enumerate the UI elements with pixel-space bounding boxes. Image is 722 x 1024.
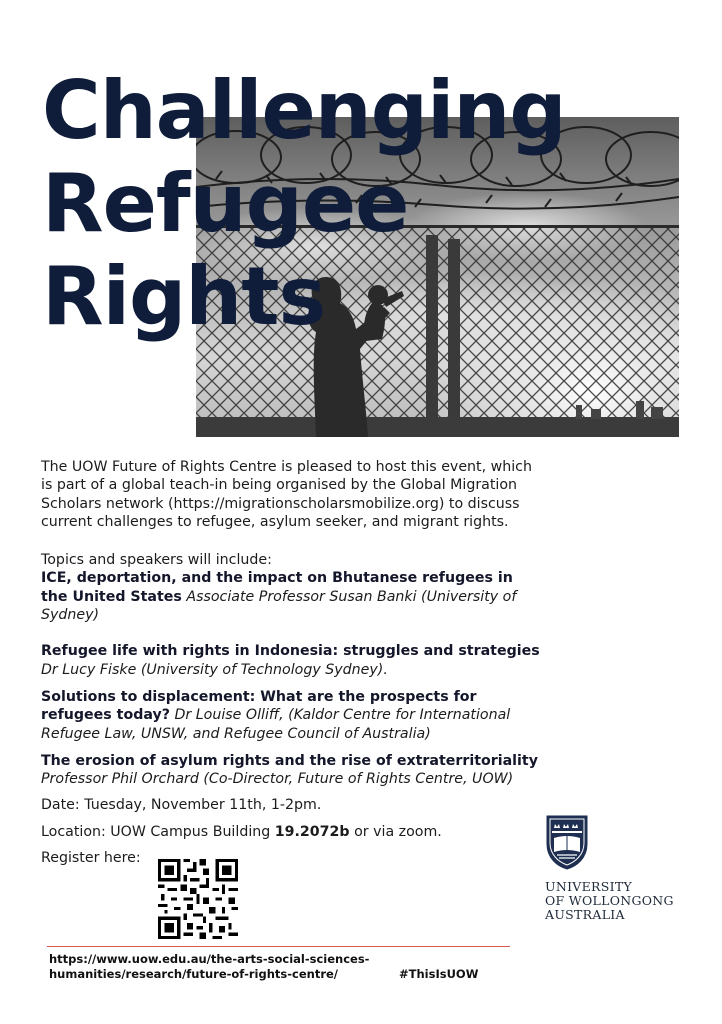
footer-hashtag: #ThisIsUOW xyxy=(399,967,479,981)
topic-title: ICE, deportation, and the impact on Bhutanese refugees in the United States xyxy=(41,570,513,605)
event-date: Date: Tuesday, November 11th, 1-2pm. xyxy=(41,797,322,814)
topic-title: Refugee life with rights in Indonesia: struggles and strategies xyxy=(41,643,540,660)
register-label: Register here: xyxy=(41,850,141,867)
topic-speaker: Associate Professor Susan Banki (University of Sydney) xyxy=(41,588,517,624)
uow-logo xyxy=(545,814,685,922)
event-details xyxy=(41,458,541,875)
event-location xyxy=(41,823,541,841)
topic-speaker: Professor Phil Orchard (Co-Director, Future of Rights Centre, UOW) xyxy=(41,771,514,788)
topic-speaker: Dr Lucy Fiske (University of Technology Sydney). xyxy=(41,661,388,678)
topic-item xyxy=(41,569,541,624)
logo-line-1: UNIVERSITY xyxy=(545,879,633,894)
location-prefix: Location: UOW Campus Building xyxy=(41,823,271,840)
logo-line-2: OF WOLLONGONG xyxy=(545,893,674,908)
register-qr-code[interactable] xyxy=(158,859,238,939)
uow-wordmark xyxy=(545,880,685,922)
title-line-2: Refugee xyxy=(42,157,409,250)
title-line-3: Rights xyxy=(42,250,326,343)
topic-speaker: Dr Louise Olliff, (Kaldor Centre for International Refugee Law, UNSW, and Refugee Council of Australia) xyxy=(41,707,511,742)
topic-item xyxy=(41,688,541,743)
topic-item xyxy=(41,642,541,679)
intro-paragraph: The UOW Future of Rights Centre is pleased to host this event, which is part of a global teach-in being organised by the Global Migration Scholars network (https://migrationscholarsmobilize.org) to discuss current challenges to refugee, asylum seeker, and migrant rights. xyxy=(41,459,532,530)
page-title xyxy=(42,64,566,343)
topic-title: The erosion of asylum rights and the rise of extraterritoriality xyxy=(41,752,538,769)
logo-line-3: AUSTRALIA xyxy=(545,907,625,922)
uow-crest-icon xyxy=(545,814,589,870)
footer-url-link[interactable]: https://www.uow.edu.au/the-arts-social-sciences-humanities/research/future-of-rights-centre/ xyxy=(49,952,370,981)
location-building: 19.2072b xyxy=(274,823,350,840)
footer-divider xyxy=(47,946,510,947)
title-line-1: Challenging xyxy=(42,64,566,157)
topic-title: Solutions to displacement: What are the prospects for refugees today? xyxy=(41,688,477,724)
topics-label: Topics and speakers will include: xyxy=(41,552,272,569)
qr-code-icon xyxy=(158,859,238,939)
location-suffix: or via zoom. xyxy=(354,823,442,840)
topic-item xyxy=(41,752,541,789)
